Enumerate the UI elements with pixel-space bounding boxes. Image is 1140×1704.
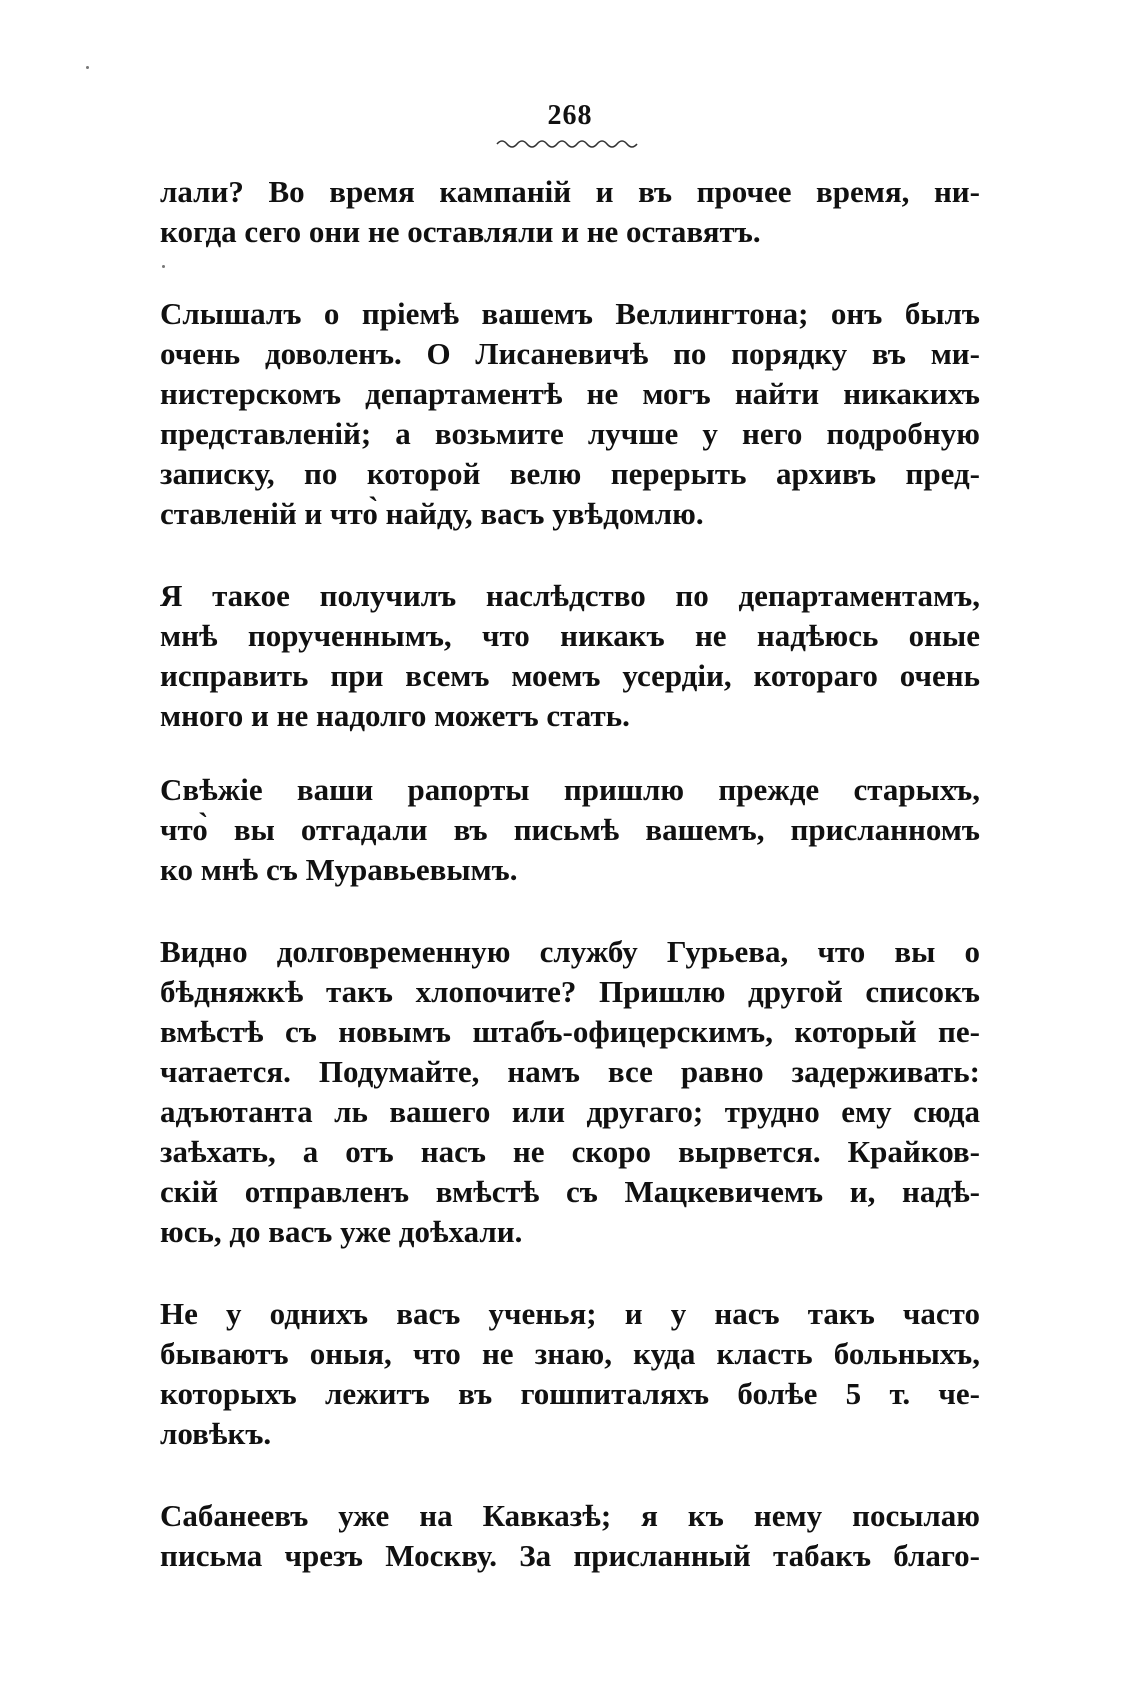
text-line: которыхъ лежитъ въ гошпиталяхъ болѣе 5 т. че-	[160, 1376, 980, 1411]
text-line: адъютанта ль вашего или другаго; трудно ему сюда	[160, 1094, 980, 1129]
text-line: бываютъ оныя, что не знаю, куда класть больныхъ,	[160, 1336, 980, 1371]
text-line: что̀ вы отгадали въ письмѣ вашемъ, присланномъ	[160, 812, 980, 847]
text-line: заѣхать, а отъ насъ не скоро вырвется. Крайков-	[160, 1134, 980, 1169]
text-line: Видно долговременную службу Гурьева, что вы о	[160, 934, 980, 969]
text-line: очень доволенъ. О Лисаневичѣ по порядку въ ми-	[160, 336, 980, 371]
paragraph	[160, 770, 980, 890]
text-line: ко мнѣ съ Муравьевымъ.	[160, 852, 518, 887]
text-line: исправить при всемъ моемъ усердіи, котораго очень	[160, 658, 980, 693]
text-line: Свѣжіе ваши рапорты пришлю прежде старыхъ,	[160, 772, 980, 807]
text-line: мнѣ порученнымъ, что никакъ не надѣюсь оные	[160, 618, 980, 653]
text-line: бѣдняжкѣ такъ хлопочите? Пришлю другой списокъ	[160, 974, 980, 1009]
text-line: юсь, до васъ уже доѣхали.	[160, 1214, 523, 1249]
paragraph	[160, 294, 980, 534]
paragraph	[160, 932, 980, 1252]
text-line: скій отправленъ вмѣстѣ съ Мацкевичемъ и, надѣ-	[160, 1174, 980, 1209]
paragraph	[160, 1496, 980, 1576]
text-line: когда сего они не оставляли и не оставятъ.	[160, 214, 761, 249]
paragraph	[160, 1294, 980, 1454]
text-line: Не у однихъ васъ ученья; и у насъ такъ часто	[160, 1296, 980, 1331]
page-number: 268	[547, 100, 593, 131]
text-line: ставленій и что̀ найду, васъ увѣдомлю.	[160, 496, 704, 531]
text-body	[160, 172, 980, 1576]
text-line: Сабанеевъ уже на Кавказѣ; я къ нему посылаю	[160, 1498, 980, 1533]
print-speck	[86, 66, 89, 69]
paragraph	[160, 172, 980, 252]
text-line: Я такое получилъ наслѣдство по департаментамъ,	[160, 578, 980, 613]
wavy-ornament-icon	[495, 136, 645, 148]
text-line: много и не надолго можетъ стать.	[160, 698, 630, 733]
text-line: письма чрезъ Москву. За присланный табакъ благо-	[160, 1538, 980, 1573]
text-line: представленій; а возьмите лучше у него подробную	[160, 416, 980, 451]
text-line: чатается. Подумайте, намъ все равно задерживать:	[160, 1054, 980, 1089]
text-line: лали? Во время кампаній и въ прочее время, ни-	[160, 174, 980, 209]
text-line: Слышалъ о пріемѣ вашемъ Веллингтона; онъ былъ	[160, 296, 980, 331]
text-line: нистерскомъ департаментѣ не могъ найти никакихъ	[160, 376, 980, 411]
paragraph	[160, 576, 980, 736]
text-line: вмѣстѣ съ новымъ штабъ-офицерскимъ, который пе-	[160, 1014, 980, 1049]
text-line: записку, по которой велю перерыть архивъ пред-	[160, 456, 980, 491]
text-line: ловѣкъ.	[160, 1416, 272, 1451]
